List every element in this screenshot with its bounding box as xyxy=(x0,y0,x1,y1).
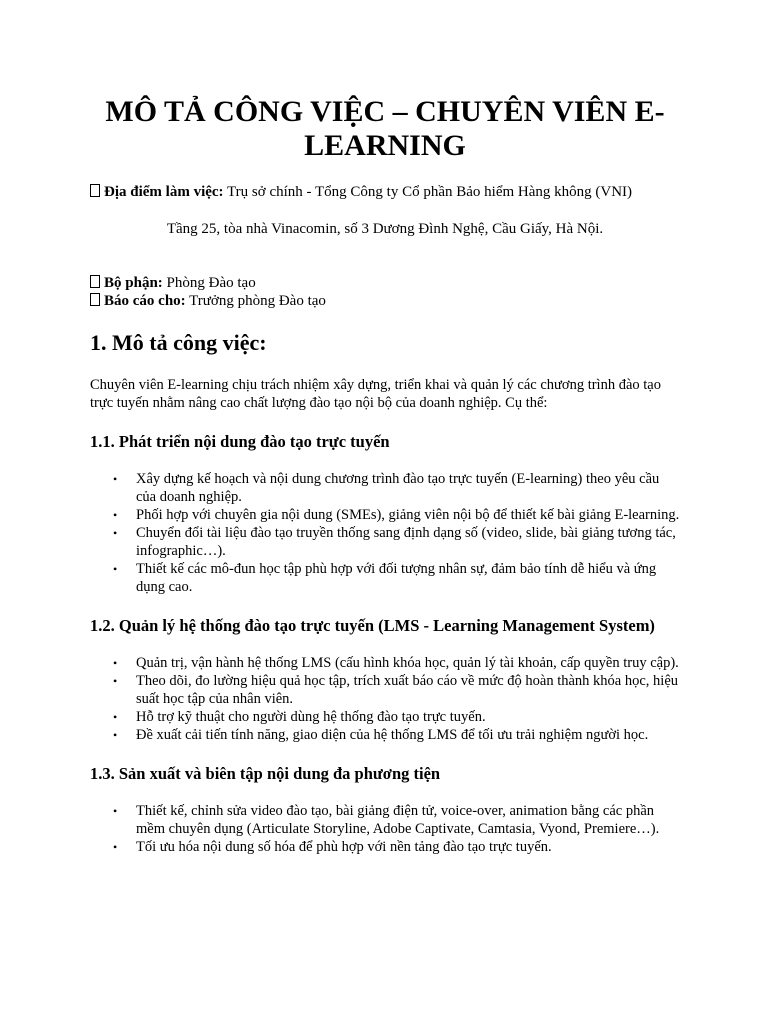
bullet-list-lms-management xyxy=(90,654,680,744)
work-location-label: Địa điểm làm việc: xyxy=(104,184,224,200)
work-location-line xyxy=(90,183,680,201)
subsection-heading-lms-management: 1.2. Quản lý hệ thống đào tạo trực tuyến (LMS - Learning Management System) xyxy=(90,616,655,635)
subsection-heading-content-development: 1.1. Phát triển nội dung đào tạo trực tuyến xyxy=(90,432,390,451)
subsection-heading-multimedia-production: 1.3. Sản xuất và biên tập nội dung đa phương tiện xyxy=(90,764,441,783)
checkbox-square-icon xyxy=(90,293,100,306)
report-to-label: Báo cáo cho: xyxy=(104,293,186,309)
list-item: • Theo dõi, đo lường hiệu quả học tập, trích xuất báo cáo về mức độ hoàn thành khóa học, hiệu suất học tập của nhân viên. xyxy=(113,673,679,707)
department-value: Phòng Đào tạo xyxy=(162,275,256,291)
bullet-dot-icon: • xyxy=(113,710,118,724)
list-item: • Phối hợp với chuyên gia nội dung (SMEs), giảng viên nội bộ để thiết kế bài giảng E-learning. xyxy=(113,507,680,523)
checkbox-square-icon xyxy=(90,184,100,197)
department-line xyxy=(90,274,680,292)
list-item: • Đề xuất cải tiến tính năng, giao diện của hệ thống LMS để tối ưu trải nghiệm người học. xyxy=(113,727,649,743)
list-item: • Quản trị, vận hành hệ thống LMS (cấu hình khóa học, quản lý tài khoản, cấp quyền truy cập). xyxy=(113,655,679,671)
bullet-dot-icon: • xyxy=(113,840,118,854)
list-item: • Xây dựng kế hoạch và nội dung chương trình đào tạo trực tuyến (E-learning) theo yêu cầu của doanh nghiệp. xyxy=(113,471,660,505)
office-address: Tầng 25, tòa nhà Vinacomin, số 3 Dương Đình Nghệ, Cầu Giấy, Hà Nội. xyxy=(166,221,604,237)
list-item: • Thiết kế, chỉnh sửa video đào tạo, bài giảng điện tử, voice-over, animation bằng các phần mềm chuyên dụng (Articulate Storyline, Adobe Captivate, Camtasia, Vyond, Premiere…). xyxy=(113,803,660,837)
list-item: • Hỗ trợ kỹ thuật cho người dùng hệ thống đào tạo trực tuyến. xyxy=(113,709,486,725)
document-title: MÔ TẢ CÔNG VIỆC – CHUYÊN VIÊN E-LEARNING xyxy=(105,95,665,162)
bullet-dot-icon: • xyxy=(113,674,118,688)
report-to-value: Trưởng phòng Đào tạo xyxy=(185,293,326,309)
section-heading-job-description: 1. Mô tả công việc: xyxy=(90,330,267,355)
bullet-dot-icon: • xyxy=(113,656,118,670)
bullet-list-multimedia-production xyxy=(90,802,680,856)
work-location-value: Trụ sở chính - Tổng Công ty Cổ phần Bảo hiểm Hàng không (VNI) xyxy=(223,184,633,200)
bullet-dot-icon: • xyxy=(113,472,118,486)
checkbox-square-icon xyxy=(90,275,100,288)
bullet-dot-icon: • xyxy=(113,728,118,742)
department-label: Bộ phận: xyxy=(104,275,163,291)
bullet-dot-icon: • xyxy=(113,804,118,818)
section-intro-paragraph: Chuyên viên E-learning chịu trách nhiệm xây dựng, triển khai và quản lý các chương trình đào tạo trực tuyến nhằm nâng cao chất lượng đào tạo nội bộ của doanh nghiệp. Cụ thể: xyxy=(90,377,661,411)
list-item: • Thiết kế các mô-đun học tập phù hợp với đối tượng nhân sự, đảm bảo tính dễ hiểu và ứng dụng cao. xyxy=(113,561,657,595)
list-item: • Chuyển đổi tài liệu đào tạo truyền thống sang định dạng số (video, slide, bài giảng tương tác, infographic…). xyxy=(113,525,676,559)
bullet-dot-icon: • xyxy=(113,508,118,522)
bullet-list-content-development xyxy=(90,470,680,596)
bullet-dot-icon: • xyxy=(113,526,118,540)
bullet-dot-icon: • xyxy=(113,562,118,576)
list-item: • Tối ưu hóa nội dung số hóa để phù hợp với nền tảng đào tạo trực tuyến. xyxy=(113,839,552,855)
report-to-line xyxy=(90,292,680,310)
